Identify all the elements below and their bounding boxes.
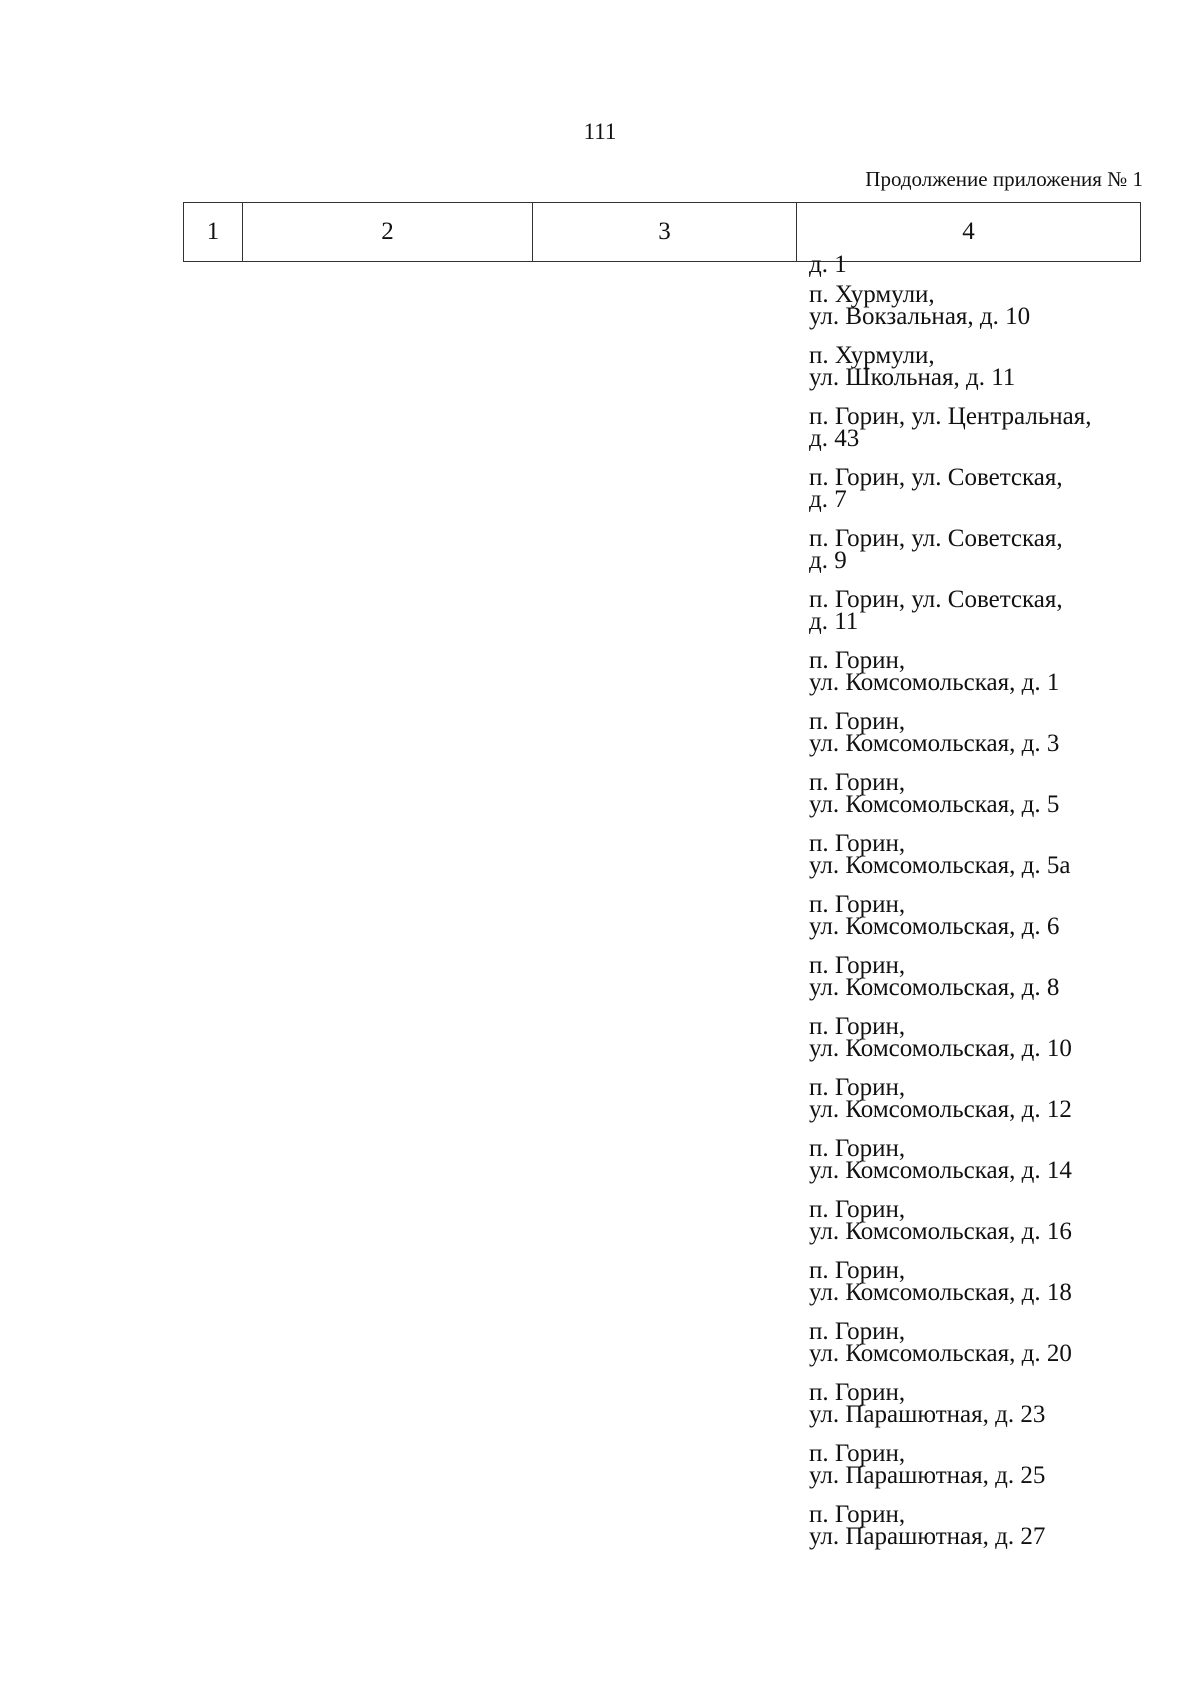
address-line-2: ул. Комсомольская, д. 14 [809,1157,1072,1184]
column-header-1: 1 [184,203,243,261]
address-line-1: п. Горин, [809,1501,906,1528]
address-line-2: д. 11 [809,608,859,635]
address-line-1: п. Горин, [809,769,906,796]
address-line-1: п. Горин, [809,1074,906,1101]
address-item [809,1257,1149,1309]
address-line-2: д. 9 [809,547,847,574]
address-list [809,251,1149,1565]
address-item [809,1318,1149,1370]
address-item [809,1074,1149,1126]
address-line-1: п. Горин, ул. Советская, [809,525,1063,552]
address-item [809,342,1149,394]
address-item [809,525,1149,577]
address-line-2: ул. Комсомольская, д. 16 [809,1218,1072,1245]
address-line-2: ул. Комсомольская, д. 5а [809,852,1071,879]
address-item [809,830,1149,882]
address-item [809,647,1149,699]
address-line-1: п. Горин, [809,1440,906,1467]
column-header-2: 2 [243,203,533,261]
address-line-2: ул. Комсомольская, д. 1 [809,669,1060,696]
address-line-1: п. Горин, [809,708,906,735]
address-line-1: п. Горин, [809,1013,906,1040]
address-line-1: п. Горин, [809,647,906,674]
address-line-1: п. Горин, [809,952,906,979]
address-item [809,769,1149,821]
address-line-1: п. Горин, ул. Центральная, [809,403,1092,430]
address-item [809,708,1149,760]
page-number: 111 [583,119,617,144]
address-item [809,1440,1149,1492]
address-item [809,1135,1149,1187]
address-item [809,1501,1149,1553]
address-item [809,891,1149,943]
column-header-3: 3 [533,203,797,261]
address-line-2: д. 7 [809,486,847,513]
address-line-1: п. Горин, [809,1318,906,1345]
address-item [809,1379,1149,1431]
address-line-2: ул. Комсомольская, д. 20 [809,1340,1072,1367]
address-line-2: ул. Вокзальная, д. 10 [809,303,1031,330]
address-line-1: п. Хурмули, [809,281,935,308]
address-line-2: ул. Комсомольская, д. 3 [809,730,1060,757]
address-line-1: п. Горин, [809,1257,906,1284]
address-line-1: п. Хурмули, [809,342,935,369]
address-line-2: ул. Комсомольская, д. 12 [809,1096,1072,1123]
address-line-2: ул. Школьная, д. 11 [809,364,1016,391]
column-header-4: 4 [962,218,975,245]
address-line-1: п. Горин, [809,1196,906,1223]
address-line-1: п. Горин, [809,1135,906,1162]
address-line-1: п. Горин, [809,830,906,857]
address-line-2: ул. Комсомольская, д. 18 [809,1279,1072,1306]
address-continued-line: д. 1 [809,251,847,278]
address-line-1: п. Горин, ул. Советская, [809,464,1063,491]
address-line-2: ул. Комсомольская, д. 8 [809,974,1060,1001]
address-line-2: д. 43 [809,425,860,452]
address-line-2: ул. Парашютная, д. 23 [809,1401,1046,1428]
table-header [183,202,1141,262]
address-item [809,464,1149,516]
appendix-continuation-label: Продолжение приложения № 1 [865,167,1143,191]
address-item [809,281,1149,333]
address-line-2: ул. Комсомольская, д. 6 [809,913,1060,940]
address-line-1: п. Горин, [809,1379,906,1406]
address-line-1: п. Горин, ул. Советская, [809,586,1063,613]
address-line-2: ул. Парашютная, д. 27 [809,1523,1046,1550]
address-item [809,586,1149,638]
address-line-1: п. Горин, [809,891,906,918]
address-line-2: ул. Комсомольская, д. 10 [809,1035,1072,1062]
address-line-2: ул. Парашютная, д. 25 [809,1462,1046,1489]
address-item [809,1013,1149,1065]
address-item [809,952,1149,1004]
address-item [809,403,1149,455]
address-line-2: ул. Комсомольская, д. 5 [809,791,1060,818]
address-item [809,1196,1149,1248]
